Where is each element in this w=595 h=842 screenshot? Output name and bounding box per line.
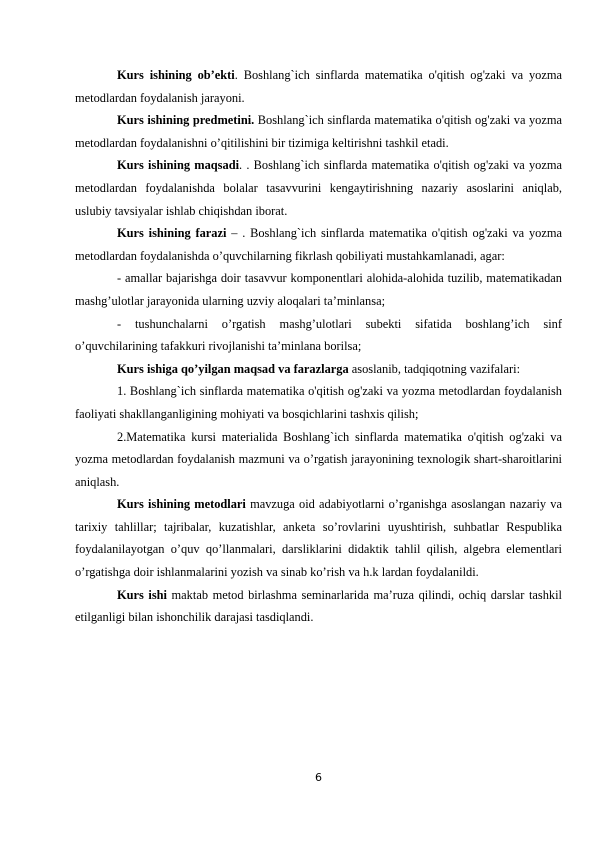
paragraph-condition-1 bbox=[75, 267, 562, 312]
paragraph-task-1 bbox=[75, 380, 562, 425]
paragraph-title: Kurs ishiga qo’yilgan maqsad va farazlarga bbox=[117, 361, 349, 376]
paragraph-approbation bbox=[75, 584, 562, 629]
paragraph-title: Kurs ishining maqsadi bbox=[117, 158, 240, 173]
paragraph-text: - amallar bajarishga doir tasavvur komponentlari alohida-alohida tuzilib, matematikadan mashg’ulotlar jarayonida ularning uzviy aloqalari ta’minlansa; bbox=[75, 271, 562, 308]
paragraph-methods bbox=[75, 493, 562, 583]
paragraph-text: mavzuga oid adabiyotlarni o’rganishga asoslangan nazariy va tarixiy tahlillar; tajribalar, kuzatishlar, anketa so’rovlarini uyushtirish, suhbatlar Respublika foydalanilayotgan o’quv qo’llanmalari, darsliklarini didaktik tahlil qilish, algebra elementlari o’rgatishga doir ishlanmalarini yozish va sinab ko’rish va h.k lardan foydalanildi. bbox=[75, 497, 562, 580]
paragraph-title: Kurs ishining farazi bbox=[117, 226, 227, 241]
paragraph-title: Kurs ishining ob’ekti bbox=[117, 68, 235, 82]
paragraph-text: 1. Boshlang`ich sinflarda matematika o'qitish og'zaki va yozma metodlardan foydalanish faoliyati shakllanganligining mohiyati va bosqichlarini tashxis qilish; bbox=[75, 384, 562, 421]
page-number: 6 bbox=[315, 771, 322, 784]
paragraph-text: 2.Matematika kursi materialida Boshlang`ich sinflarda matematika o'qitish og'zaki va yozma metodlardan foydalanish mazmuni va o’rgatish jarayonining texnologik shart-sharoitlarini aniqlash. bbox=[75, 429, 562, 489]
paragraph-title: Kurs ishi bbox=[117, 587, 167, 602]
paragraph-object bbox=[75, 64, 562, 109]
paragraph-tasks-intro bbox=[75, 358, 562, 381]
paragraph-condition-2 bbox=[75, 313, 562, 358]
paragraph-task-2 bbox=[75, 426, 562, 494]
paragraph-text: maktab metod birlashma seminarlarida ma’ruza qilindi, ochiq darslar tashkil etilganligi bilan ishonchilik darajasi tasdiqlandi. bbox=[75, 587, 562, 625]
paragraph-text: Boshlang`ich sinflarda matematika o'qitish og'zaki va yozma metodlardan foydalanishni o’qitilishini bir tizimiga keltirishni tashkil etadi. bbox=[75, 113, 562, 150]
paragraph-text: . Boshlang`ich sinflarda matematika o'qitish og'zaki va yozma metodlardan foydalanish jarayoni. bbox=[75, 68, 562, 105]
paragraph-title: Kurs ishining metodlari bbox=[117, 497, 246, 512]
paragraph-text: . . Boshlang`ich sinflarda matematika o'qitish og'zaki va yozma metodlardan foydalanishda bolalar tasavvurini kengaytirishning nazariy asoslarini aniqlab, uslubiy tavsiyalar ishlab chiqishdan iborat. bbox=[75, 158, 562, 218]
document-body bbox=[75, 64, 562, 629]
paragraph-subject bbox=[75, 109, 562, 154]
paragraph-text: - tushunchalarni o’rgatish mashg’ulotlari subekti sifatida boshlang’ich sinf o’quvchilarining tafakkuri rivojlanishi ta’minlana borilsa; bbox=[75, 316, 562, 354]
paragraph-text: – . Boshlang`ich sinflarda matematika o'qitish og'zaki va yozma metodlardan foydalanishda o’quvchilarning fikrlash qobiliyati mustahkamlanadi, agar: bbox=[75, 226, 563, 263]
paragraph-title: Kurs ishining predmetini. bbox=[117, 113, 255, 128]
paragraph-goal bbox=[75, 154, 562, 222]
paragraph-text: asoslanib, tadqiqotning vazifalari: bbox=[348, 361, 521, 376]
paragraph-hypothesis bbox=[75, 222, 562, 267]
